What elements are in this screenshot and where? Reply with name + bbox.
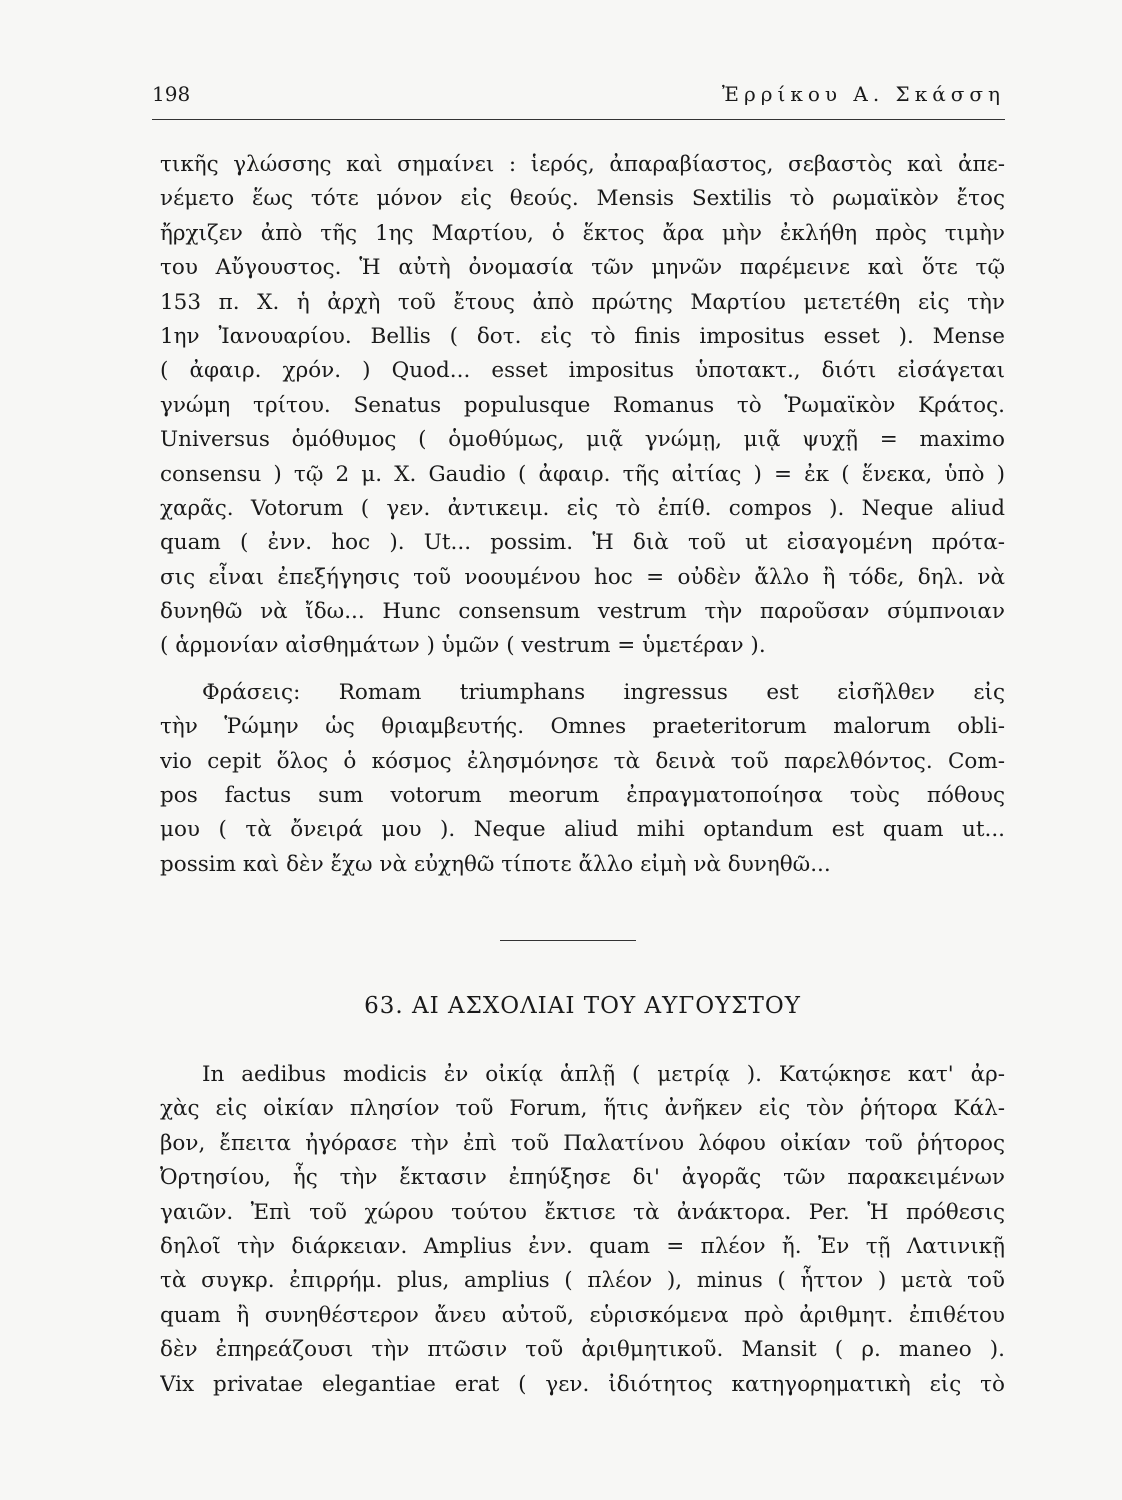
page-number: 198 <box>152 82 191 106</box>
running-head: Ἐρρίκου Α. Σκάσση <box>721 82 1005 106</box>
text-line: 1ην Ἰανουαρίου. Bellis ( δοτ. εἰς τὸ finis impositus esset ). Mense <box>160 323 1005 349</box>
text-line: quam ( ἐνν. hoc ). Ut... possim. Ἡ διὰ τοῦ ut εἰσαγομένη πρότα- <box>160 530 1005 556</box>
text-line: ( ἁρμονίαν αἰσθημάτων ) ὑμῶν ( vestrum = ὑμετέραν ). <box>160 633 766 659</box>
text-line: 153 π. Χ. ἡ ἀρχὴ τοῦ ἔτους ἀπὸ πρώτης Μαρτίου μετετέθη εἰς τὴν <box>160 289 1005 315</box>
text-line: βον, ἔπειτα ἠγόρασε τὴν ἐπὶ τοῦ Παλατίνου λόφου οἰκίαν τοῦ ῥήτορος <box>160 1130 1005 1156</box>
text-line: ἤρχιζεν ἀπὸ τῆς 1ης Μαρτίου, ὁ ἕκτος ἄρα μὴν ἐκλήθη πρὸς τιμὴν <box>160 220 1005 246</box>
text-line: χαρᾶς. Votorum ( γεν. ἀντικειμ. εἰς τὸ ἐπίθ. compos ). Neque aliud <box>160 495 1005 521</box>
phrases-line: μου ( τὰ ὄνειρά μου ). Neque aliud mihi optandum est quam ut... <box>160 817 1005 843</box>
text-line: σις εἶναι ἐπεξήγησις τοῦ νοουμένου hoc = οὐδὲν ἄλλο ἢ τόδε, δηλ. νὰ <box>160 564 1005 590</box>
text-line: δὲν ἐπηρεάζουσι τὴν πτῶσιν τοῦ ἀριθμητικοῦ. Mansit ( ρ. maneo ). <box>160 1337 1005 1363</box>
text-line: του Αὔγουστος. Ἡ αὐτὴ ὀνομασία τῶν μηνῶν παρέμεινε καὶ ὅτε τῷ <box>160 255 1005 281</box>
text-line: νέμετο ἕως τότε μόνον εἰς θεούς. Mensis Sextilis τὸ ρωμαϊκὸν ἔτος <box>160 186 1005 212</box>
text-line: consensu ) τῷ 2 μ. Χ. Gaudio ( ἀφαιρ. τῆς αἰτίας ) = ἐκ ( ἕνεκα, ὑπὸ ) <box>160 461 1005 487</box>
section-heading: 63. ΑΙ ΑΣΧΟΛΙΑΙ ΤΟΥ ΑΥΓΟΥΣΤΟΥ <box>364 993 801 1019</box>
header-rule <box>152 119 1005 120</box>
text-line: ( ἀφαιρ. χρόν. ) Quod... esset impositus ὑποτακτ., διότι εἰσάγεται <box>160 358 1005 384</box>
text-line: τὰ συγκρ. ἐπιρρήμ. plus, amplius ( πλέον ), minus ( ἧττον ) μετὰ τοῦ <box>160 1268 1005 1294</box>
text-line: Vix privatae elegantiae erat ( γεν. ἰδιότητος κατηγορηματικὴ εἰς τὸ <box>160 1371 1005 1397</box>
text-line: In aedibus modicis ἐν οἰκίᾳ ἁπλῇ ( μετρίᾳ ). Κατῴκησε κατ' ἀρ- <box>202 1062 1005 1087</box>
text-line: δυνηθῶ νὰ ἴδω... Hunc consensum vestrum τὴν παροῦσαν σύμπνοιαν <box>160 599 1005 625</box>
text-line: Universus ὁμόθυμος ( ὁμοθύμως, μιᾷ γνώμῃ, μιᾷ ψυχῇ = maximo <box>160 427 1005 453</box>
phrases-line: τὴν Ῥώμην ὡς θριαμβευτής. Omnes praeteritorum malorum obli- <box>160 714 1005 740</box>
notes-block-1 <box>160 148 1005 882</box>
page-header <box>152 82 1005 112</box>
text-line: χὰς εἰς οἰκίαν πλησίον τοῦ Forum, ἥτις ἀνῆκεν εἰς τὸν ῥήτορα Κάλ- <box>160 1096 1005 1122</box>
notes-block-2 <box>160 1058 1005 1402</box>
text-line: τικῆς γλώσσης καὶ σημαίνει : ἱερός, ἀπαραβίαστος, σεβαστὸς καὶ ἀπε- <box>160 152 1005 177</box>
text-line: γαιῶν. Ἐπὶ τοῦ χώρου τούτου ἔκτισε τὰ ἀνάκτορα. Per. Ἡ πρόθεσις <box>160 1199 1005 1225</box>
text-line: δηλοῖ τὴν διάρκειαν. Amplius ἐνν. quam = πλέον ἤ. Ἐν τῇ Λατινικῇ <box>160 1233 1005 1259</box>
section-divider <box>500 940 636 941</box>
text-line: γνώμη τρίτου. Senatus populusque Romanus τὸ Ῥωμαϊκὸν Κράτος. <box>160 392 1005 418</box>
text-line: Ὀρτησίου, ἧς τὴν ἔκτασιν ἐπηύξησε δι' ἀγορᾶς τῶν παρακειμένων <box>160 1165 1005 1191</box>
phrases-line: vio cepit ὅλος ὁ κόσμος ἐλησμόνησε τὰ δεινὰ τοῦ παρελθόντος. Com- <box>160 748 1005 774</box>
text-line: quam ἢ συνηθέστερον ἄνευ αὐτοῦ, εὑρισκόμενα πρὸ ἀριθμητ. ἐπιθέτου <box>160 1302 1005 1328</box>
phrases-line: pos factus sum votorum meorum ἐπραγματοποίησα τοὺς πόθους <box>160 783 1005 809</box>
phrases-line: Φράσεις: Romam triumphans ingressus est εἰσῆλθεν εἰς <box>202 679 1005 705</box>
phrases-line: possim καὶ δὲν ἔχω νὰ εὐχηθῶ τίποτε ἄλλο εἰμὴ νὰ δυνηθῶ... <box>160 851 831 877</box>
